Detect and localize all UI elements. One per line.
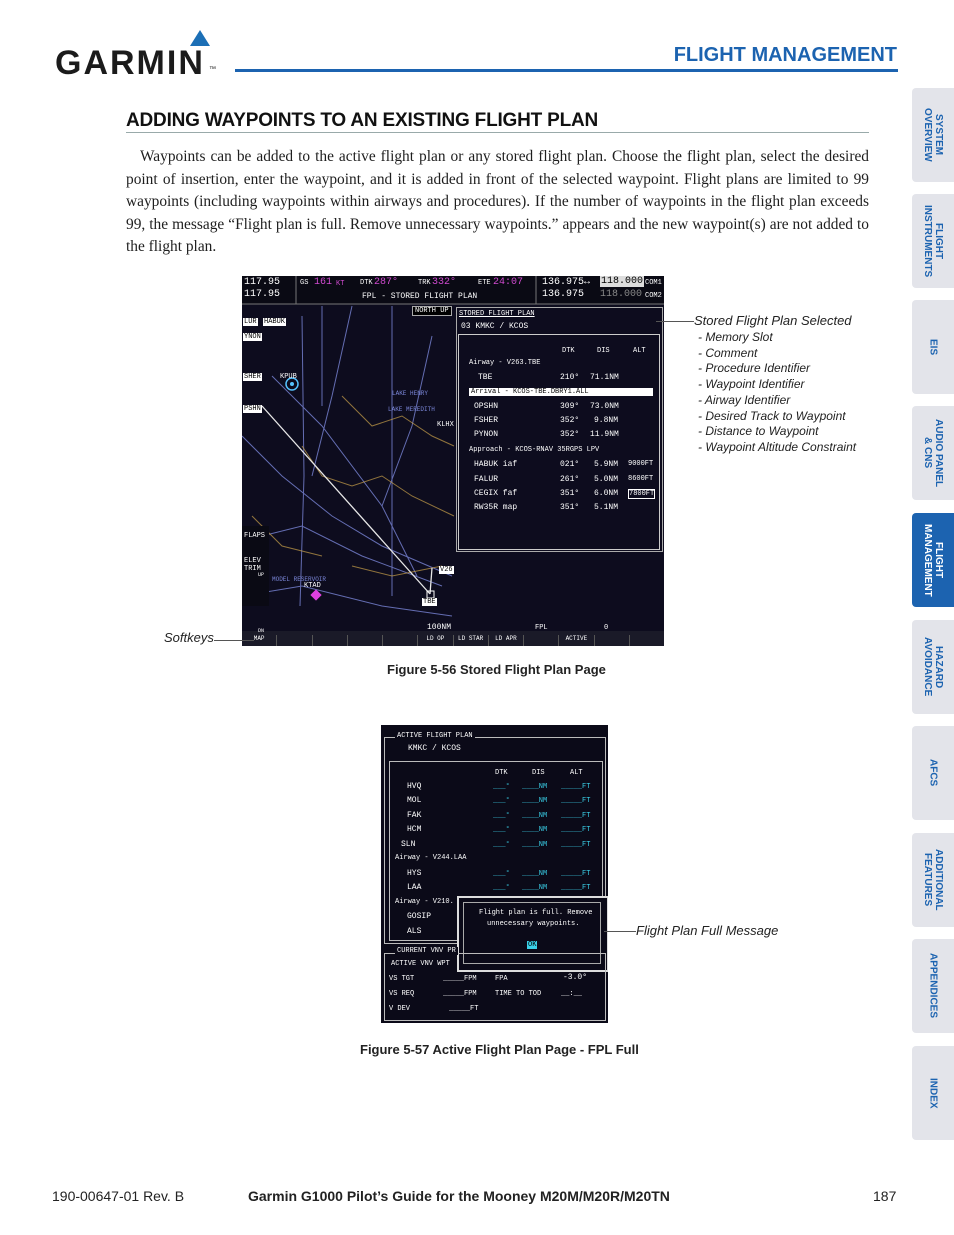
- dash-alt: _____FT: [561, 870, 591, 878]
- vnv-active-wpt: ACTIVE VNV WPT: [391, 960, 450, 968]
- active-wpt[interactable]: MOL: [407, 796, 422, 805]
- vs-tgt-label: VS TGT: [389, 975, 415, 983]
- fpl-dtk: 261°: [560, 475, 580, 484]
- active-wpt[interactable]: HVQ: [407, 782, 422, 791]
- dtk-label: DTK: [360, 279, 373, 287]
- col-dtk: DTK: [495, 769, 508, 777]
- fpl-dis: 5.0NM: [594, 475, 619, 484]
- map-label-klhx: KLHX: [437, 421, 454, 429]
- tab-additional-features[interactable]: [912, 833, 954, 927]
- logo-text: GARMIN: [55, 44, 205, 82]
- stored-flight-plan-screen: [242, 276, 664, 646]
- gs-unit: KT: [336, 280, 345, 288]
- approach-line[interactable]: Approach - KCOS-RNAV 35RGPS LPV: [469, 446, 600, 454]
- garmin-logo: [55, 30, 220, 82]
- callout-fpl-full: Flight Plan Full Message: [636, 923, 779, 938]
- fpl-dis: 73.0NM: [590, 402, 619, 411]
- vs-req-value: _____FPM: [443, 990, 477, 998]
- vs-tgt-value: _____FPM: [443, 975, 477, 983]
- footer-page-number: 187: [873, 1188, 897, 1204]
- active-airway[interactable]: Airway - V210.: [395, 898, 454, 906]
- fpl-wpt[interactable]: FSHER: [474, 416, 499, 425]
- com2-active: 136.975: [542, 289, 585, 300]
- map-label-kpub: KPUB: [280, 373, 297, 381]
- figure-caption-2: Figure 5-57 Active Flight Plan Page - FPL Full: [360, 1042, 639, 1057]
- active-wpt[interactable]: HYS: [407, 869, 422, 878]
- fpa-value: -3.0°: [563, 973, 588, 982]
- softkey-active[interactable]: ACTIVE: [559, 635, 594, 646]
- tab-label: FLIGHT INSTRUMENTS: [922, 204, 944, 278]
- trim-up-label: UP: [258, 572, 265, 578]
- fpl-dis: 9.8NM: [594, 416, 619, 425]
- col-dis: DIS: [597, 347, 610, 355]
- vs-req-label: VS REQ: [389, 990, 415, 998]
- dash-dtk: ___°: [493, 783, 510, 791]
- tab-index[interactable]: [912, 1046, 954, 1140]
- tab-label: INDEX: [927, 1077, 939, 1109]
- section-title: FLIGHT MANAGEMENT: [673, 44, 897, 66]
- dash-dis: ____NM: [522, 783, 548, 791]
- softkey[interactable]: [313, 635, 348, 646]
- tab-label: SYSTEM OVERVIEW: [922, 108, 944, 162]
- com1-active: 136.975: [542, 277, 585, 288]
- fpl-dtk: 210°: [560, 373, 580, 382]
- footer-title: Garmin G1000 Pilot’s Guide for the Mooney M20M/M20R/M20TN: [248, 1188, 670, 1204]
- tab-label: ADDITIONAL FEATURES: [922, 849, 944, 911]
- tab-label: HAZARD AVOIDANCE: [922, 637, 944, 697]
- softkey-ld-apr[interactable]: LD APR: [489, 635, 524, 646]
- callout-leader: [214, 640, 254, 641]
- message-line-2: unnecessary waypoints.: [487, 920, 580, 928]
- vnv-title: CURRENT VNV PR: [397, 947, 456, 955]
- fpl-dis: 6.0NM: [594, 489, 619, 498]
- dash-dtk: ___°: [493, 841, 510, 849]
- softkey[interactable]: [383, 635, 418, 646]
- map-range[interactable]: 100NM: [427, 623, 452, 632]
- map-label-model-reservoir: MODEL RESERVOIR: [272, 576, 327, 583]
- active-wpt[interactable]: SLN: [401, 840, 416, 849]
- fpl-dis: 5.9NM: [594, 460, 619, 469]
- softkey[interactable]: [524, 635, 559, 646]
- trim-dn-label: DN: [258, 628, 265, 634]
- active-flight-plan-screen: [381, 725, 608, 1023]
- airway-line[interactable]: Airway - V263.TBE: [469, 359, 541, 367]
- fpl-wpt[interactable]: RW35R map: [474, 503, 518, 512]
- tab-label: AFCS: [927, 759, 939, 787]
- fpa-label: FPA: [495, 975, 508, 983]
- col-dtk: DTK: [562, 347, 575, 355]
- fpl-wpt[interactable]: OPSHN: [474, 402, 499, 411]
- north-up-label[interactable]: NORTH UP: [412, 306, 452, 316]
- callout-leader: [656, 321, 694, 322]
- active-wpt[interactable]: FAK: [407, 811, 422, 820]
- time-to-tod-label: TIME TO TOD: [495, 990, 542, 998]
- footer-doc-number: 190-00647-01 Rev. B: [52, 1188, 185, 1204]
- v-dev-value: _____FT: [449, 1005, 479, 1013]
- tab-audio-panel[interactable]: [912, 406, 954, 500]
- callout-item: - Procedure Identifier: [698, 361, 811, 376]
- active-wpt[interactable]: HCM: [407, 825, 422, 834]
- map-label-ynon: YNON: [244, 333, 261, 341]
- callout-stored-flight-plan: Stored Flight Plan Selected: [694, 313, 852, 328]
- callout-item: - Comment: [698, 345, 758, 360]
- callout-item: - Memory Slot: [698, 330, 773, 344]
- dash-dis: ____NM: [522, 884, 548, 892]
- elev-label: ELEV: [244, 557, 261, 565]
- com1-standby: 118.000: [601, 276, 644, 287]
- map-label-lake-meredith: LAKE MEREDITH: [388, 406, 435, 413]
- tab-label: AUDIO PANEL & CNS: [922, 418, 944, 488]
- tab-label: EIS: [927, 338, 939, 356]
- dtk-value: 287°: [374, 277, 399, 288]
- com1-label: COM1: [645, 279, 662, 287]
- fpl-dtk: 351°: [560, 503, 580, 512]
- gs-label: GS: [300, 279, 309, 287]
- map-label-pshn: PSHN: [244, 405, 261, 413]
- fpl-dis: 11.9NM: [590, 430, 619, 439]
- com1-swap-arrow: ↔: [584, 277, 591, 288]
- softkey[interactable]: [277, 635, 312, 646]
- nav2-frequency: 117.95: [244, 289, 281, 300]
- page-heading: ADDING WAYPOINTS TO AN EXISTING FLIGHT PLAN: [126, 110, 599, 131]
- callout-item: - Airway Identifier: [698, 392, 791, 407]
- dash-dtk: ___°: [493, 812, 510, 820]
- callout-stored-items: [698, 330, 856, 456]
- dash-dis: ____NM: [522, 841, 548, 849]
- col-alt: ALT: [633, 347, 646, 355]
- callout-item: - Desired Track to Waypoint: [698, 408, 846, 423]
- fpl-dis: 5.1NM: [594, 503, 619, 512]
- map-label-ktad: KTAD: [304, 582, 321, 590]
- fpl-dtk: 352°: [560, 416, 580, 425]
- tab-label: APPENDICES: [927, 953, 939, 1019]
- dash-dtk: ___°: [493, 826, 510, 834]
- tab-flight-management[interactable]: [912, 513, 954, 607]
- arrival-line-selected[interactable]: Arrival - KCOS-TBE.DBRY1.ALL: [469, 388, 653, 396]
- active-route: KMKC / KCOS: [408, 744, 461, 753]
- message-line-1: Flight plan is full. Remove: [479, 909, 593, 917]
- heading-rule: [126, 132, 869, 133]
- com2-standby: 118.000: [600, 289, 643, 300]
- softkey[interactable]: [348, 635, 383, 646]
- tab-appendices[interactable]: [912, 939, 954, 1033]
- v-dev-label: V DEV: [389, 1005, 411, 1013]
- dash-alt: _____FT: [561, 884, 591, 892]
- dash-dtk: ___°: [493, 797, 510, 805]
- fpl-dtk: 352°: [560, 430, 580, 439]
- fpl-alt: 9000FT: [628, 460, 654, 468]
- callout-item: - Distance to Waypoint: [698, 424, 819, 439]
- fpl-wpt[interactable]: CEGIX faf: [474, 489, 518, 498]
- time-to-tod-value: __:__: [561, 990, 583, 998]
- active-wpt[interactable]: GOSIP: [407, 912, 432, 921]
- dash-dtk: ___°: [493, 884, 510, 892]
- header-rule: [235, 69, 898, 72]
- fpl-count: 0: [604, 624, 609, 632]
- fpl-wpt[interactable]: HABUK iaf: [474, 460, 518, 469]
- callout-item: - Waypoint Identifier: [698, 377, 805, 392]
- logo-trademark: ™: [209, 66, 216, 73]
- map-label-lur: LUR: [244, 318, 257, 326]
- dash-alt: _____FT: [561, 841, 591, 849]
- active-fpl-title: ACTIVE FLIGHT PLAN: [397, 732, 473, 740]
- softkey-ld-op[interactable]: LD OP: [418, 635, 453, 646]
- active-airway[interactable]: Airway - V244.LAA: [395, 854, 467, 862]
- fpl-dtk: 351°: [560, 489, 580, 498]
- dash-alt: _____FT: [561, 826, 591, 834]
- callout-item: - Waypoint Altitude Constraint: [698, 439, 857, 454]
- tab-label: FLIGHT MANAGEMENT: [922, 523, 944, 597]
- tab-eis[interactable]: [912, 300, 954, 394]
- col-dis: DIS: [532, 769, 545, 777]
- callout-softkeys: Softkeys: [164, 630, 214, 645]
- softkey-bar: [242, 635, 664, 646]
- flaps-label: FLAPS: [244, 532, 266, 540]
- fpl-wpt[interactable]: PYNON: [474, 430, 499, 439]
- dash-alt: _____FT: [561, 812, 591, 820]
- com2-label: COM2: [645, 292, 662, 300]
- softkey[interactable]: [595, 635, 630, 646]
- active-wpt[interactable]: ALS: [407, 927, 422, 936]
- box-title: STORED FLIGHT PLAN: [459, 310, 535, 318]
- tab-hazard-avoidance[interactable]: [912, 620, 954, 714]
- fpl-alt: 8600FT: [628, 475, 654, 483]
- fpl-alt: 7800FT: [629, 490, 655, 498]
- fpl-wpt[interactable]: FALUR: [474, 475, 499, 484]
- trk-label: TRK: [418, 279, 431, 287]
- ete-value: 24:07: [493, 277, 524, 288]
- dash-dis: ____NM: [522, 797, 548, 805]
- dash-alt: _____FT: [561, 797, 591, 805]
- tab-afcs[interactable]: [912, 726, 954, 820]
- fpl-wpt[interactable]: TBE: [478, 373, 493, 382]
- softkey[interactable]: [630, 635, 664, 646]
- tab-system-overview[interactable]: [912, 88, 954, 182]
- page-title-fpl: FPL - STORED FLIGHT PLAN: [362, 292, 478, 301]
- fpl-dtk: 021°: [560, 460, 580, 469]
- dash-dis: ____NM: [522, 870, 548, 878]
- dash-dis: ____NM: [522, 812, 548, 820]
- slot-route: 03 KMKC / KCOS: [461, 322, 529, 331]
- softkey-map[interactable]: MAP: [242, 635, 277, 646]
- nav1-frequency: 117.95: [244, 277, 281, 288]
- fpl-label: FPL: [535, 624, 548, 632]
- active-wpt[interactable]: LAA: [407, 883, 422, 892]
- gs-value: 161: [314, 277, 333, 288]
- map-label-lake-henry: LAKE HENRY: [392, 390, 429, 397]
- body-paragraph: Waypoints can be added to the active flight plan or any stored flight plan. Choose the flight plan, select the desired point of insertion, enter the waypoint, and it is added in front of the selected waypoint. Flight plans are limited to 99 waypoints (including waypoints within airways and procedures). If the number of waypoints in the flight plan exceeds 99, the message “Flight plan is full. Remove unnecessary waypoints.” appears and the new waypoint(s) are not added to the flight plan.: [126, 148, 869, 255]
- ete-label: ETE: [478, 279, 491, 287]
- dash-alt: _____FT: [561, 783, 591, 791]
- callout-leader: [604, 931, 636, 932]
- trim-label: TRIM: [244, 565, 261, 573]
- fpl-dtk: 309°: [560, 402, 580, 411]
- figure-caption-1: Figure 5-56 Stored Flight Plan Page: [387, 662, 606, 677]
- message-ok-button[interactable]: OK: [528, 941, 537, 949]
- map-label-v26: V26: [440, 566, 453, 574]
- dash-dtk: ___°: [493, 870, 510, 878]
- tab-flight-instruments[interactable]: [912, 194, 954, 288]
- map-label-sher: SHER: [244, 373, 261, 381]
- map-label-habuk: HABUK: [264, 318, 286, 326]
- dash-dis: ____NM: [522, 826, 548, 834]
- col-alt: ALT: [570, 769, 583, 777]
- trk-value: 332°: [432, 277, 457, 288]
- map-label-tbe: TBE: [423, 598, 436, 606]
- softkey-ld-star[interactable]: LD STAR: [454, 635, 489, 646]
- fpl-dis: 71.1NM: [590, 373, 619, 382]
